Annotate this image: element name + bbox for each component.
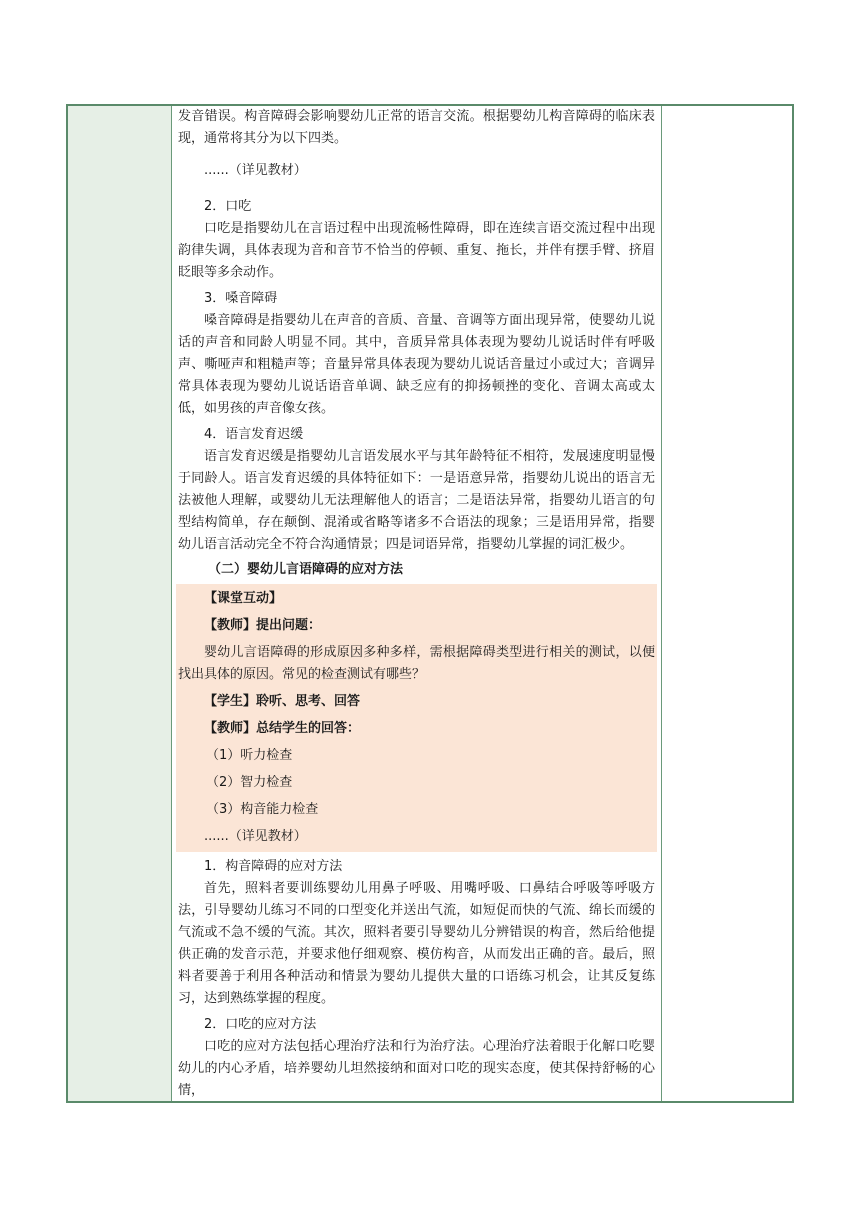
teacher-ask: 【教师】提出问题：	[204, 618, 322, 633]
method-body-stutter: 口吃的应对方法包括心理治疗法和行为治疗法。心理治疗法着眼于化解口吃婴幼儿的内心矛盾，培养婴幼儿坦然接纳和面对口吃的现实态度，使其保持舒畅的心情，	[178, 1039, 655, 1098]
section-heading-voice: 3．嗓音障碍	[204, 291, 278, 306]
method-heading-stutter: 2．口吃的应对方法	[204, 1017, 317, 1032]
left-column	[68, 106, 172, 1101]
section-body-stutter: 口吃是指婴幼儿在言语过程中出现流畅性障碍，即在连续言语交流过程中出现韵律失调，具体表现为音和音节不恰当的停顿、重复、拖长，并伴有摆手臂、挤眉眨眼等多余动作。	[178, 221, 655, 280]
check-item: （2）智力检查	[206, 775, 293, 790]
student-response: 【学生】聆听、思考、回答	[204, 694, 361, 709]
section-heading-stutter: 2．口吃	[204, 199, 252, 214]
interaction-question: 婴幼儿言语障碍的形成原因多种多样，需根据障碍类型进行相关的测试，以便找出具体的原因。常见的检查测试有哪些？	[178, 645, 655, 682]
classroom-interaction-box	[176, 584, 657, 852]
check-item: （1）听力检查	[206, 748, 293, 763]
intro-paragraph: 发音错误。构音障碍会影响婴幼儿正常的语言交流。根据婴幼儿构音障碍的临床表现，通常将其分为以下四类。	[178, 109, 655, 146]
see-textbook-note: ......（详见教材）	[204, 163, 307, 178]
section-heading-delay: 4．语言发育迟缓	[204, 427, 304, 442]
subsection-title: （二）婴幼儿言语障碍的应对方法	[208, 562, 404, 577]
content-column	[172, 106, 662, 1101]
section-body-delay: 语言发育迟缓是指婴幼儿言语发展水平与其年龄特征不相符，发展速度明显慢于同龄人。语言发育迟缓的具体特征如下：一是语意异常，指婴幼儿说出的语言无法被他人理解，或婴幼儿无法理解他人的语言；二是语法异常，指婴幼儿语言的句型结构简单，存在颠倒、混淆或省略等诸多不合语法的现象；三是语用异常，指婴幼儿语言活动完全不符合沟通情景；四是词语异常，指婴幼儿掌握的词汇极少。	[178, 449, 655, 552]
method-heading-articulation: 1．构音障碍的应对方法	[204, 859, 343, 874]
lesson-table	[66, 104, 794, 1103]
interaction-label: 【课堂互动】	[204, 591, 283, 606]
check-item: （3）构音能力检查	[206, 802, 319, 817]
teacher-summary: 【教师】总结学生的回答：	[204, 721, 361, 736]
see-textbook-note: ......（详见教材）	[204, 829, 307, 844]
section-body-voice: 嗓音障碍是指婴幼儿在声音的音质、音量、音调等方面出现异常，使婴幼儿说话的声音和同龄人明显不同。其中，音质异常具体表现为婴幼儿说话时伴有呼吸声、嘶哑声和粗糙声等；音量异常具体表现为婴幼儿说话音量过小或过大；音调异常具体表现为婴幼儿说话语音单调、缺乏应有的抑扬顿挫的变化、音调太高或太低，如男孩的声音像女孩。	[178, 313, 655, 416]
method-body-articulation: 首先，照料者要训练婴幼儿用鼻子呼吸、用嘴呼吸、口鼻结合呼吸等呼吸方法，引导婴幼儿练习不同的口型变化并送出气流，如短促而快的气流、绵长而缓的气流或不急不缓的气流。其次，照料者要引导婴幼儿分辨错误的构音，然后给他提供正确的发音示范，并要求他仔细观察、模仿构音，从而发出正确的音。最后，照料者要善于利用各种活动和情景为婴幼儿提供大量的口语练习机会，让其反复练习，达到熟练掌握的程度。	[178, 881, 655, 1006]
right-column	[662, 106, 792, 1101]
